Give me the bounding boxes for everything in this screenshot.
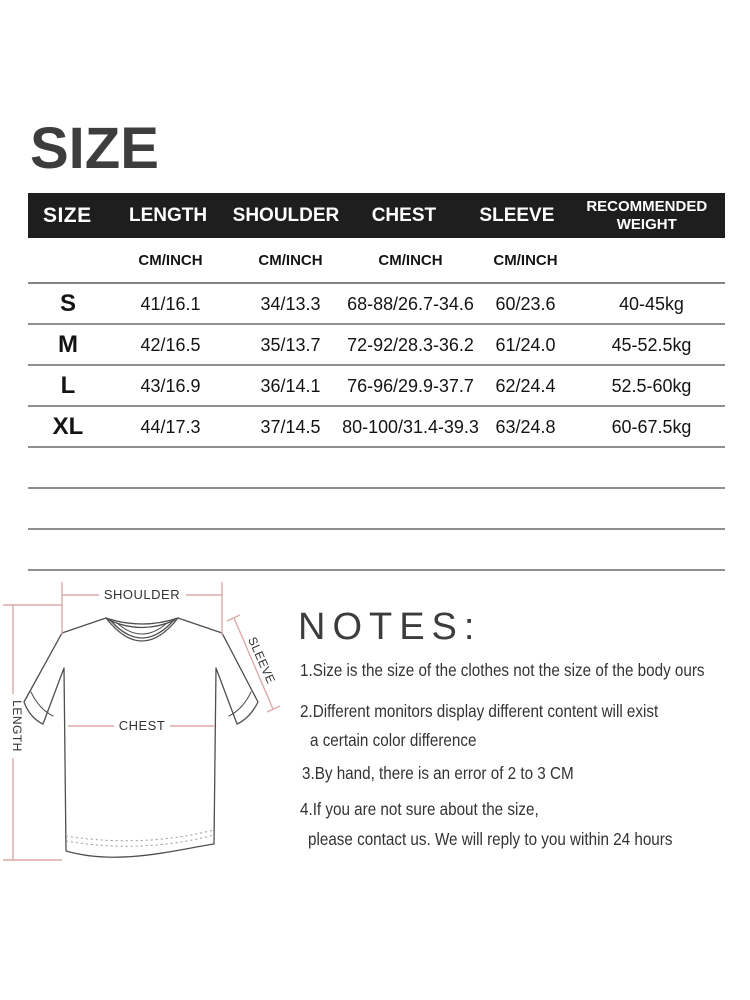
table-empty-row [28,489,725,530]
table-row-m [28,325,725,366]
chest-cell: 80-100/31.4-39.3 [342,415,479,437]
header-cell-chest: CHEST [371,204,437,226]
length-cell: 41/16.1 [140,292,201,314]
weight-cell: 60-67.5kg [611,415,692,437]
weight-cell: 52.5-60kg [611,374,692,396]
length-cell: 44/17.3 [140,415,201,437]
sleeve-cell: 63/24.8 [495,415,556,437]
sleeve-label: SLEEVE [245,634,279,686]
unit-cell: CM/INCH [138,251,203,269]
table-row-xl [28,407,725,448]
unit-cell: CM/INCH [493,251,558,269]
header-cell-weight: RECOMMENDED WEIGHT [586,198,708,233]
notes-heading: NOTES: [298,606,482,648]
size-table [28,193,725,571]
sleeve-cell: 61/24.0 [495,333,556,355]
sleeve-tick-bottom [267,706,280,712]
shoulder-cell: 37/14.5 [260,415,321,437]
header-cell-shoulder: SHOULDER [232,204,340,226]
tshirt-outline [24,618,258,857]
chest-cell: 68-88/26.7-34.6 [347,292,474,314]
length-cell: 43/16.9 [140,374,201,396]
shoulder-cell: 36/14.1 [260,374,321,396]
note-item-3: 3.By hand, there is an error of 2 to 3 CM [302,763,574,783]
table-row-l [28,366,725,407]
header-cell-length: LENGTH [128,204,208,226]
note-item-4: 4.If you are not sure about the size, [300,799,539,819]
shoulder-label: SHOULDER [103,587,181,602]
note-item-2-continued: a certain color difference [310,730,477,750]
note-item-1: 1.Size is the size of the clothes not the size of the body ours [300,660,705,680]
weight-cell: 45-52.5kg [611,333,692,355]
sleeve-cell: 62/24.4 [495,374,556,396]
sleeve-cell: 60/23.6 [495,292,556,314]
size-cell: XL [52,412,84,440]
sleeve-tick-top [227,615,240,621]
page-title: SIZE [30,116,159,181]
table-empty-row [28,448,725,489]
size-cell: L [60,371,76,399]
table-header-row [28,193,725,238]
shoulder-cell: 35/13.7 [260,333,321,355]
unit-cell: CM/INCH [378,251,443,269]
size-cell: M [58,330,78,358]
length-label: LENGTH [10,700,24,752]
length-cell: 42/16.5 [140,333,201,355]
chest-cell: 76-96/29.9-37.7 [347,374,474,396]
chest-cell: 72-92/28.3-36.2 [347,333,474,355]
shoulder-cell: 34/13.3 [260,292,321,314]
table-empty-row [28,530,725,571]
note-item-4-continued: please contact us. We will reply to you within 24 hours [308,829,673,849]
table-row-s [28,284,725,325]
unit-cell: CM/INCH [258,251,323,269]
tshirt-measurement-diagram [0,578,300,878]
size-cell: S [59,289,76,317]
header-cell-size: SIZE [42,203,92,227]
weight-cell: 40-45kg [619,292,684,314]
chest-label: CHEST [118,718,166,733]
table-units-row [28,238,725,284]
note-item-2: 2.Different monitors display different content will exist [300,701,659,721]
header-cell-sleeve: SLEEVE [479,204,555,226]
